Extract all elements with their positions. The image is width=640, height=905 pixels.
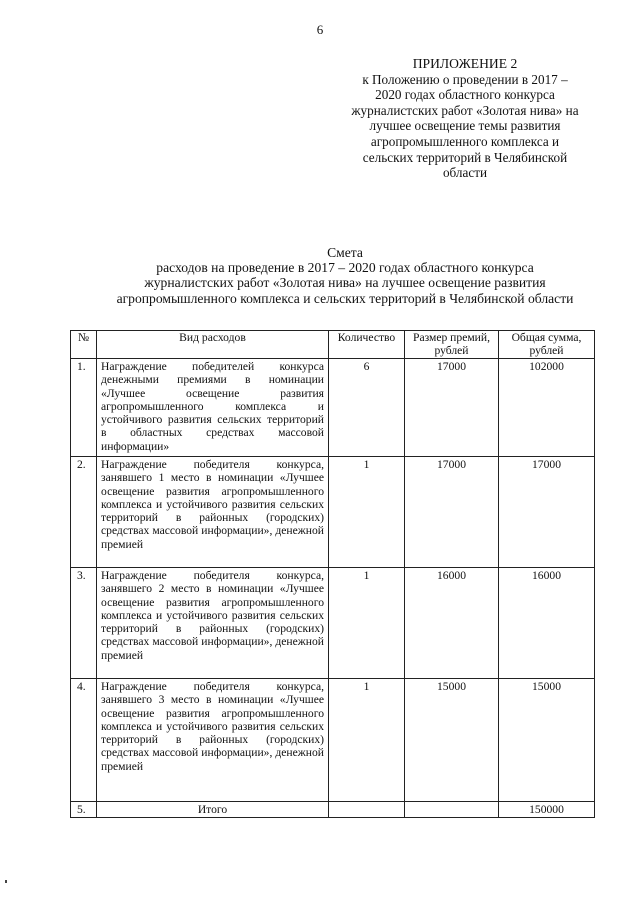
- row-qty: 1: [329, 568, 405, 679]
- smeta-line: журналистских работ «Золотая нива» на лучшее освещение развития: [144, 275, 546, 291]
- row-prize: 16000: [405, 568, 499, 679]
- appendix-line: 2020 годах областного конкурса: [375, 87, 555, 103]
- row-expense: Награждение победителей конкурса денежными премиями в номинации «Лучшее освещение развития агропромышленного комплекса и устойчивого развития сельских территорий в областных средствах массовой информации»: [97, 359, 329, 457]
- row-total: 16000: [499, 568, 595, 679]
- row-expense: Награждение победителя конкурса, занявшего 3 место в номинации «Лучшее освещение развития агропромышленного комплекса и устойчивого развития сельских территорий в районных (городских) средствах массовой информации», денежной премией: [97, 679, 329, 802]
- appendix-line: области: [442, 165, 488, 181]
- appendix-line: журналистских работ «Золотая нива» на: [351, 102, 579, 118]
- table-row: [71, 359, 595, 457]
- header-prize-size: Размер премий, рублей: [405, 331, 499, 359]
- smeta-title: Смета: [327, 245, 363, 260]
- row-qty: 1: [329, 679, 405, 802]
- page-number: 6: [316, 22, 324, 37]
- appendix-line: агропромышленного комплекса и: [370, 133, 560, 149]
- smeta-line: агропромышленного комплекса и сельских территорий в Челябинской области: [116, 290, 574, 306]
- row-num: 3.: [71, 568, 97, 679]
- row-total: 15000: [499, 679, 595, 802]
- row-expense: Награждение победителя конкурса, занявшего 1 место в номинации «Лучшее освещение развития агропромышленного комплекса и устойчивого развития сельских территорий в районных (городских) средствах массовой информации», денежной премией: [97, 457, 329, 568]
- appendix-block: [330, 56, 600, 181]
- header-num: №: [71, 331, 97, 359]
- header-quantity: Количество: [329, 331, 405, 359]
- total-row-num: 5.: [71, 802, 97, 818]
- total-row-qty: [329, 802, 405, 818]
- row-expense: Награждение победителя конкурса, занявшего 2 место в номинации «Лучшее освещение развития агропромышленного комплекса и устойчивого развития сельских территорий в районных (городских) средствах массовой информации», денежной премией: [97, 568, 329, 679]
- table-row: [71, 568, 595, 679]
- row-prize: 17000: [405, 457, 499, 568]
- appendix-title: ПРИЛОЖЕНИЕ 2: [412, 56, 518, 71]
- table-header-row: [71, 331, 595, 359]
- row-num: 4.: [71, 679, 97, 802]
- row-num: 2.: [71, 457, 97, 568]
- expense-table: [70, 330, 595, 818]
- appendix-line: лучшее освещение темы развития: [369, 118, 561, 134]
- header-expense-type: Вид расходов: [97, 331, 329, 359]
- header-total-sum: Общая сумма, рублей: [499, 331, 595, 359]
- row-qty: 1: [329, 457, 405, 568]
- appendix-line: сельских территорий в Челябинской: [362, 149, 568, 165]
- row-total: 17000: [499, 457, 595, 568]
- smeta-heading: [60, 245, 630, 306]
- smeta-line: расходов на проведение в 2017 – 2020 годах областного конкурса: [156, 260, 534, 276]
- row-num: 1.: [71, 359, 97, 457]
- total-row: [71, 802, 595, 818]
- row-total: 102000: [499, 359, 595, 457]
- table-row: [71, 457, 595, 568]
- total-row-prize: [405, 802, 499, 818]
- row-qty: 6: [329, 359, 405, 457]
- scan-mark: [5, 880, 7, 883]
- row-prize: 17000: [405, 359, 499, 457]
- row-prize: 15000: [405, 679, 499, 802]
- table-row: [71, 679, 595, 802]
- total-row-total: 150000: [499, 802, 595, 818]
- total-row-label: Итого: [97, 802, 329, 818]
- appendix-line: к Положению о проведении в 2017 –: [362, 71, 568, 87]
